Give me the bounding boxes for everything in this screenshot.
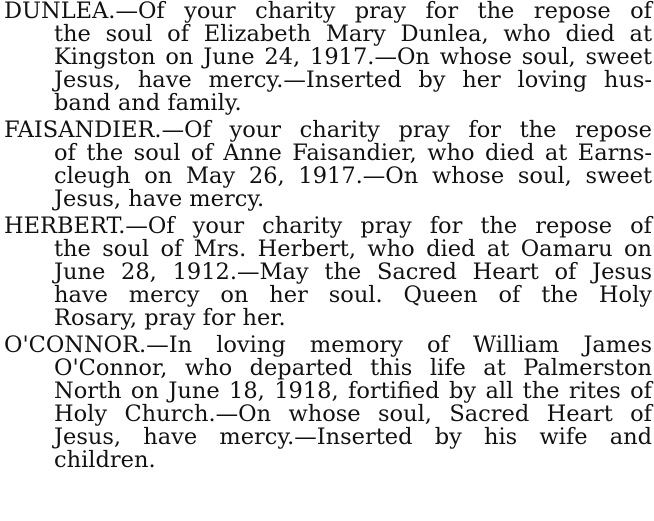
notice-line: Jesus, have mercy.—Inserted by his wife and [54,424,652,450]
notice-faisandier [4,119,652,211]
notice-line: band and family. [54,90,242,116]
notice-line: O'Connor, who departed this life at Palmerston [54,355,652,381]
notice-line: the soul of Elizabeth Mary Dunlea, who died at [54,21,652,47]
notice-line: Jesus, have mercy. [54,186,265,212]
notice-line: the soul of Mrs. Herbert, who died at Oamaru on [54,236,652,262]
notice-line: DUNLEA.—Of your charity pray for the repose of [4,0,652,24]
notice-line: children. [54,447,156,473]
notice-line: of the soul of Anne Faisandier, who died at Earns- [54,140,652,166]
notice-line: Kingston on June 24, 1917.—On whose soul, sweet [54,44,652,70]
notice-line: Jesus, have mercy.—Inserted by her loving hus- [54,67,652,93]
notice-line: cleugh on May 26, 1917.—On whose soul, sweet [54,163,652,189]
notice-line: June 28, 1912.—May the Sacred Heart of Jesus [54,259,652,285]
notice-herbert [4,215,652,330]
notice-line: Rosary, pray for her. [54,305,286,331]
notice-line: O'CONNOR.—In loving memory of William James [4,332,652,358]
notice-line: North on June 18, 1918, fortified by all the rites of [54,378,652,404]
notice-line: HERBERT.—Of your charity pray for the repose of [4,213,652,239]
notice-line: have mercy on her soul. Queen of the Holy [54,282,652,308]
notice-dunlea [4,0,652,115]
notice-line: FAISANDIER.—Of your charity pray for the repose [4,117,652,143]
notice-line: Holy Church.—On whose soul, Sacred Heart of [54,401,652,427]
notice-oconnor [4,334,652,472]
